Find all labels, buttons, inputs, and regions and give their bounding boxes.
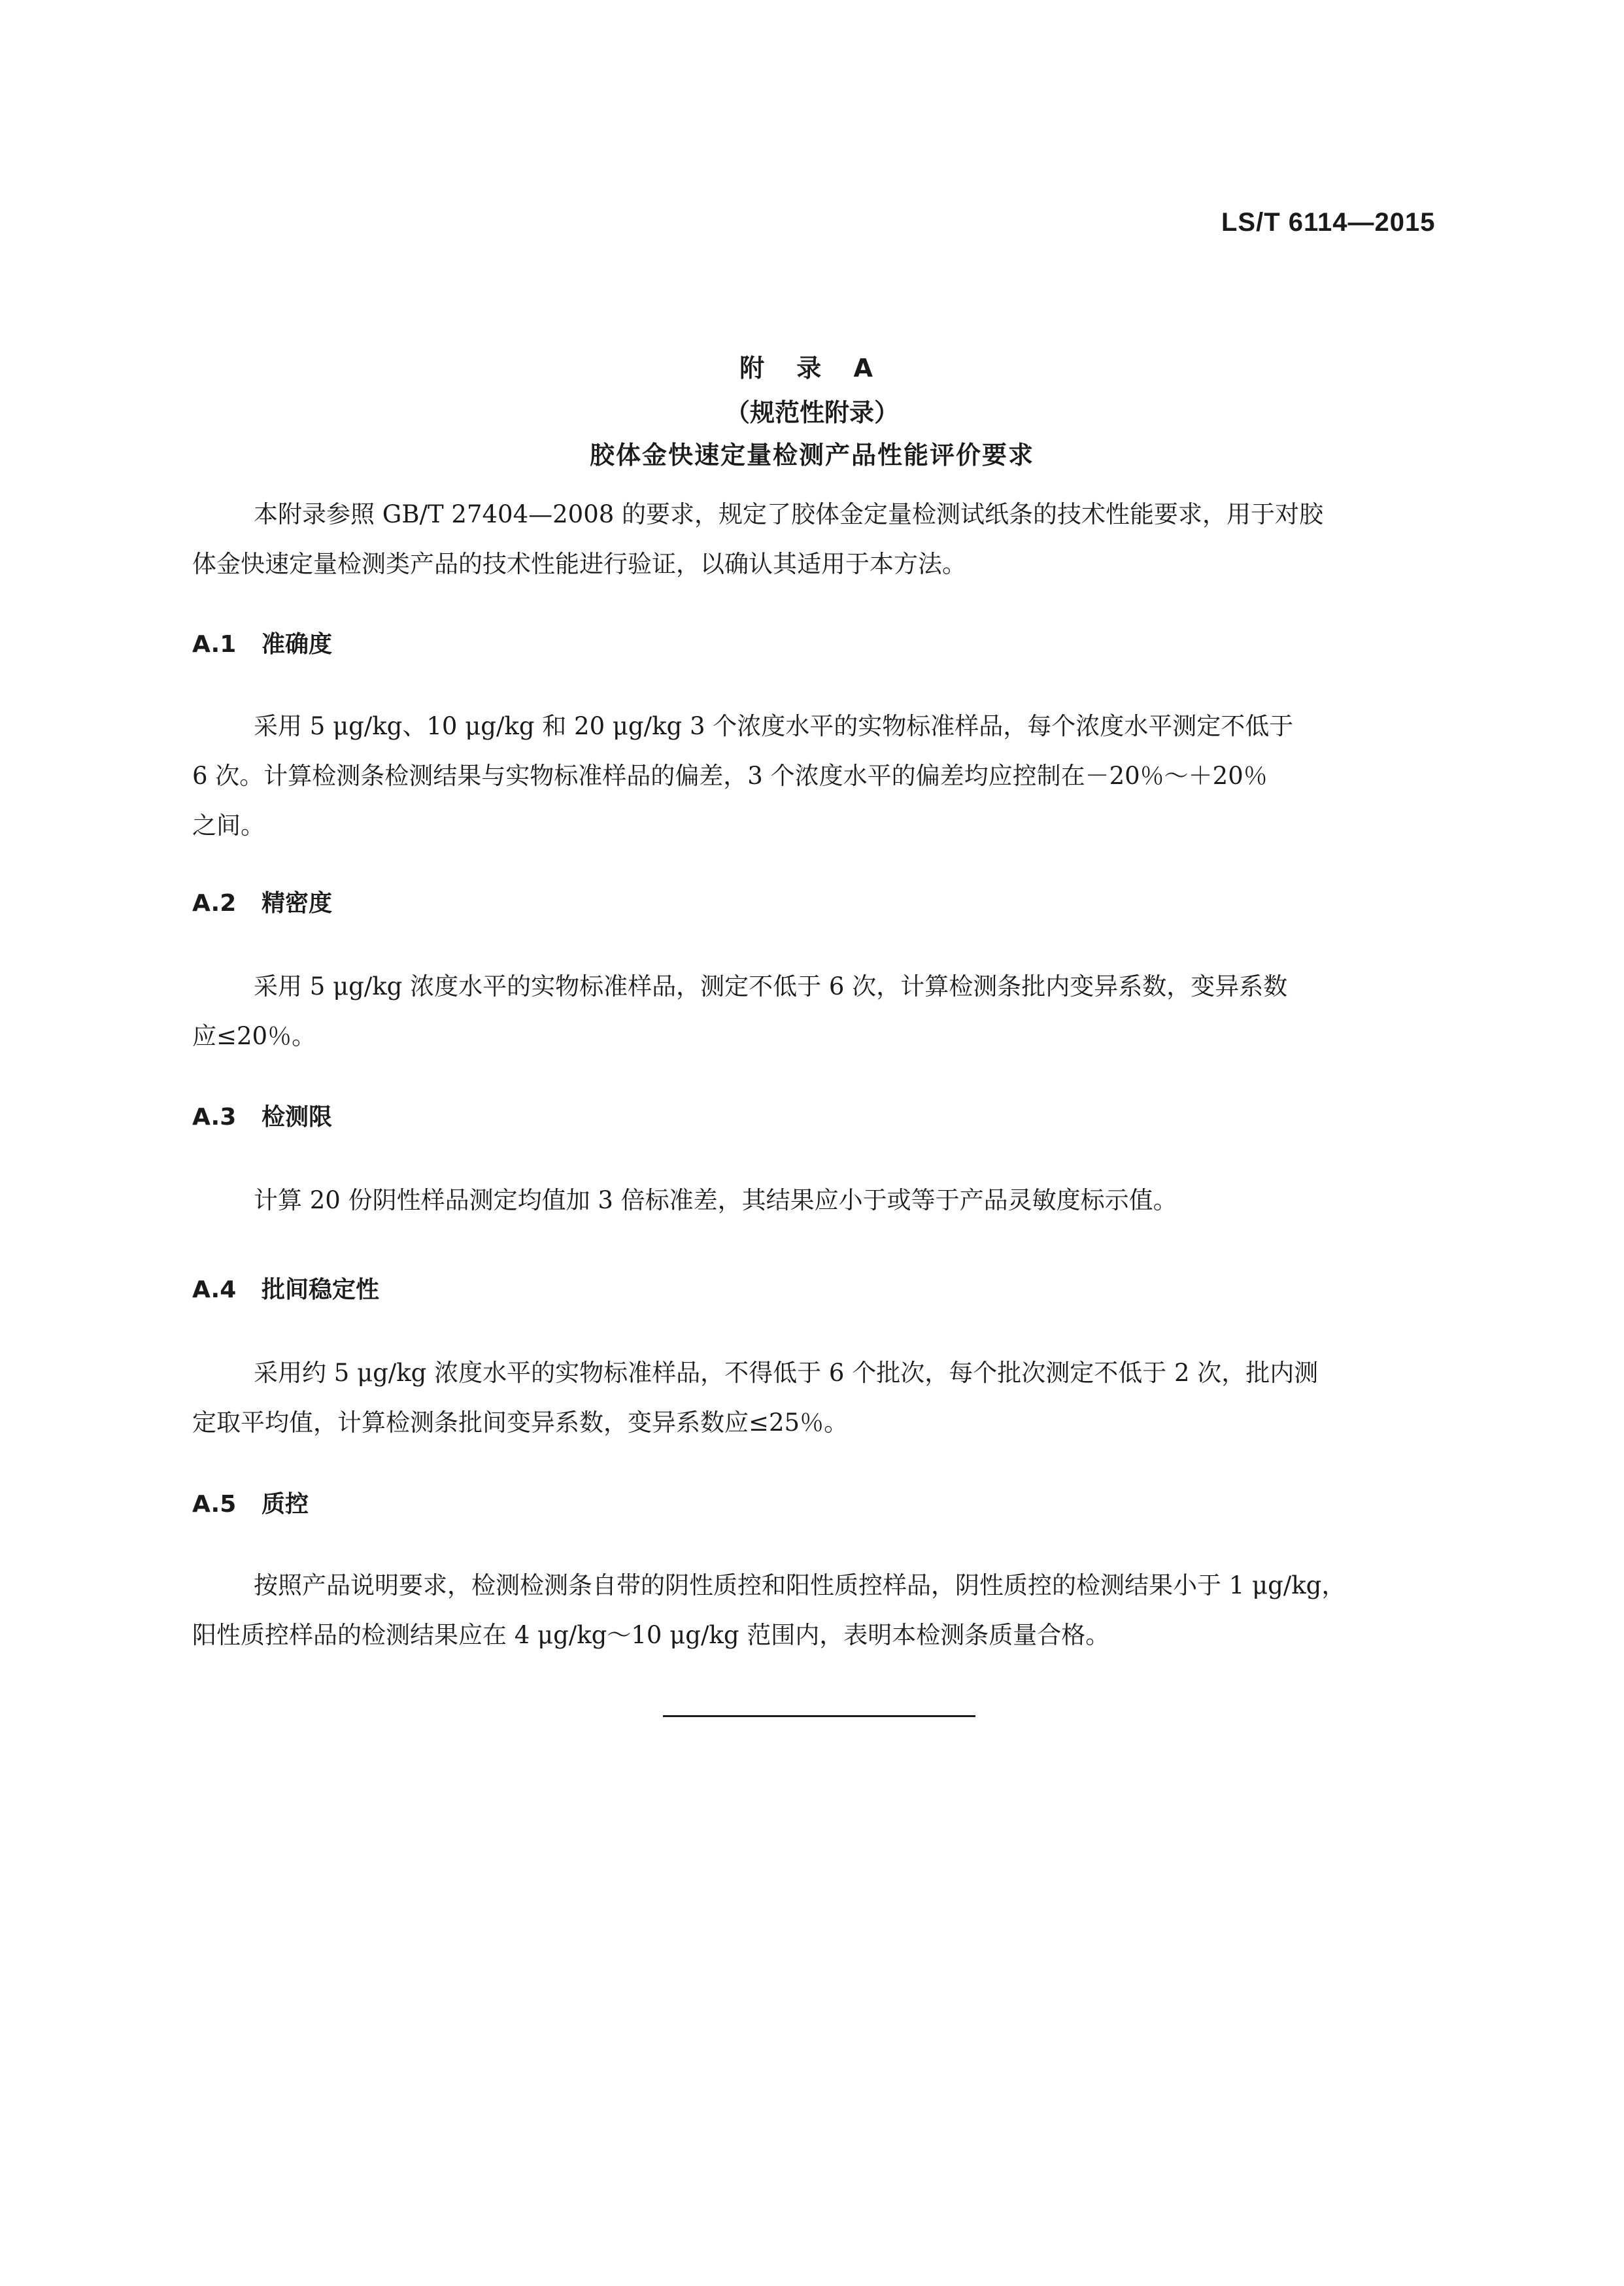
section-heading-a3 [192,1099,332,1132]
paragraph-line: 按照产品说明要求，检测检测条自带的阴性质控和阳性质控样品，阴性质控的检测结果小于 1 μg/kg， [254,1571,1346,1599]
section-heading-a2 [192,885,332,918]
section-title: 精密度 [262,890,333,917]
section-number: A.4 [192,1276,237,1303]
paragraph-line: 采用 5 μg/kg 浓度水平的实物标准样品，测定不低于 6 次，计算检测条批内变异系数，变异系数 [254,972,1288,1000]
section-a5-paragraph [192,1561,1447,1660]
section-title: 检测限 [262,1104,333,1131]
section-number: A.1 [192,631,237,658]
section-heading-a5 [192,1486,309,1519]
paragraph-line: 采用 5 μg/kg、10 μg/kg 和 20 μg/kg 3 个浓度水平的实物标准样品，每个浓度水平测定不低于 [254,712,1294,740]
section-a3-paragraph [192,1176,1447,1225]
annex-label: 附 录 A [739,354,885,383]
annex-title: 胶体金快速定量检测产品性能评价要求 [589,441,1034,469]
standard-code: LS/T 6114—2015 [1221,208,1436,237]
section-a2-paragraph [192,962,1447,1061]
section-title: 批间稳定性 [262,1276,380,1303]
paragraph-line: 体金快速定量检测类产品的技术性能进行验证，以确认其适用于本方法。 [192,550,966,578]
end-rule [663,1715,975,1717]
paragraph-line: 计算 20 份阴性样品测定均值加 3 倍标准差，其结果应小于或等于产品灵敏度标示值。 [254,1186,1177,1214]
section-heading-a4 [192,1271,379,1305]
section-a4-paragraph [192,1348,1447,1448]
section-title: 准确度 [262,631,333,658]
paragraph-line: 应≤20％。 [192,1022,316,1050]
section-number: A.5 [192,1491,237,1518]
paragraph-line: 阳性质控样品的检测结果应在 4 μg/kg～10 μg/kg 范围内，表明本检测条质量合格。 [192,1621,1110,1649]
section-number: A.2 [192,890,237,917]
paragraph-line: 之间。 [192,811,265,840]
section-heading-a1 [192,626,332,659]
annex-nature: （规范性附录） [724,398,899,427]
paragraph-line: 采用约 5 μg/kg 浓度水平的实物标准样品，不得低于 6 个批次，每个批次测定不低于 2 次，批内测 [254,1359,1319,1387]
paragraph-line: 本附录参照 GB/T 27404—2008 的要求，规定了胶体金定量检测试纸条的技术性能要求，用于对胶 [254,500,1324,528]
paragraph-line: 6 次。计算检测条检测结果与实物标准样品的偏差，3 个浓度水平的偏差均应控制在－20％～＋20％ [192,762,1268,790]
paragraph-line: 定取平均值，计算检测条批间变异系数，变异系数应≤25％。 [192,1408,849,1437]
section-a1-paragraph [192,702,1447,851]
section-title: 质控 [262,1491,309,1518]
section-number: A.3 [192,1104,237,1131]
intro-paragraph [192,490,1447,589]
